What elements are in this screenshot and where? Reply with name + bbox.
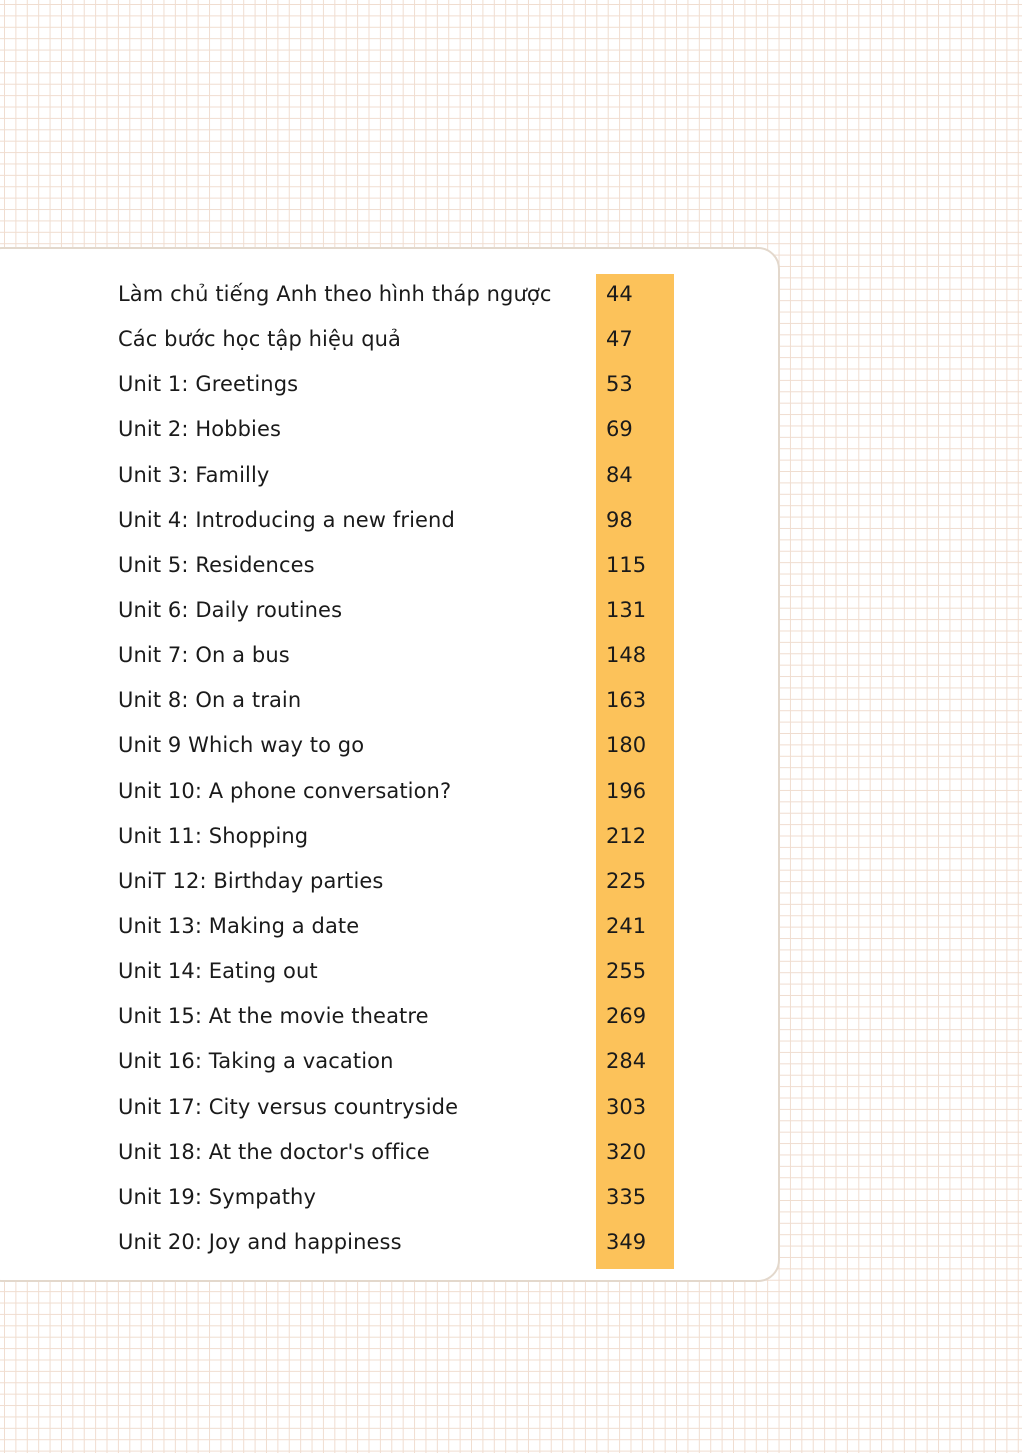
toc-entry-page: 47 <box>606 327 633 352</box>
toc-entry-title: Unit 5: Residences <box>118 552 315 577</box>
toc-entry-title: Unit 16: Taking a vacation <box>118 1049 394 1074</box>
toc-entry-page: 196 <box>606 778 647 803</box>
toc-entry-page: 349 <box>606 1229 647 1254</box>
toc-entry-title: Unit 6: Daily routines <box>118 597 343 622</box>
toc-entry-page: 131 <box>606 597 647 622</box>
toc-entry[interactable] <box>118 502 678 547</box>
toc-entry-page: 335 <box>606 1184 647 1209</box>
toc-entry[interactable] <box>118 637 678 682</box>
toc-entry[interactable] <box>118 1179 678 1224</box>
toc-entry-page: 44 <box>606 282 633 306</box>
toc-entry-title: Unit 17: City versus countryside <box>118 1094 459 1119</box>
toc-entry-page: 269 <box>606 1004 647 1029</box>
toc-entry-page: 284 <box>606 1049 647 1074</box>
table-of-contents <box>118 276 678 1269</box>
toc-entry-page: 320 <box>606 1139 647 1164</box>
toc-entry-page: 69 <box>606 417 633 442</box>
toc-entry[interactable] <box>118 727 678 772</box>
toc-entry[interactable] <box>118 411 678 456</box>
toc-entry-title: Unit 19: Sympathy <box>118 1184 316 1209</box>
toc-entry[interactable] <box>118 953 678 998</box>
toc-entry-title: Unit 13: Making a date <box>118 913 360 938</box>
toc-entry[interactable] <box>118 592 678 637</box>
toc-entry-title: Các bước học tập hiệu quả <box>118 327 402 352</box>
toc-entry-title: Unit 4: Introducing a new friend <box>118 507 455 532</box>
toc-entry[interactable] <box>118 998 678 1043</box>
toc-entry[interactable] <box>118 457 678 502</box>
toc-entry[interactable] <box>118 863 678 908</box>
toc-entry-title: Unit 3: Familly <box>118 462 270 487</box>
toc-entry[interactable] <box>118 276 678 321</box>
toc-entry-title: Unit 7: On a bus <box>118 643 290 668</box>
toc-entry[interactable] <box>118 366 678 411</box>
toc-entry[interactable] <box>118 1089 678 1134</box>
toc-entry-page: 53 <box>606 372 633 397</box>
toc-entry-title: Unit 2: Hobbies <box>118 417 282 442</box>
toc-entry-title: Unit 10: A phone conversation? <box>118 778 452 803</box>
toc-entry-title: Unit 11: Shopping <box>118 823 309 848</box>
toc-entry-page: 255 <box>606 959 647 984</box>
toc-entry-page: 98 <box>606 507 633 532</box>
toc-entry-title: Unit 8: On a train <box>118 688 302 713</box>
toc-entry-page: 225 <box>606 868 647 893</box>
toc-entry-page: 241 <box>606 913 647 938</box>
toc-entry[interactable] <box>118 1043 678 1088</box>
toc-entry-page: 180 <box>606 733 647 758</box>
toc-entry-title: Unit 20: Joy and happiness <box>118 1229 402 1254</box>
toc-entry-title: Unit 15: At the movie theatre <box>118 1004 429 1029</box>
toc-entry[interactable] <box>118 1134 678 1179</box>
toc-entry-page: 84 <box>606 462 633 487</box>
toc-entry[interactable] <box>118 818 678 863</box>
toc-entry[interactable] <box>118 1224 678 1269</box>
toc-entry-title: Unit 18: At the doctor's office <box>118 1139 430 1164</box>
toc-entry[interactable] <box>118 908 678 953</box>
toc-entry[interactable] <box>118 773 678 818</box>
toc-entry-page: 148 <box>606 643 647 668</box>
toc-entry[interactable] <box>118 682 678 727</box>
toc-entry[interactable] <box>118 321 678 366</box>
toc-entry-title: Làm chủ tiếng Anh theo hình tháp ngược <box>118 282 552 306</box>
toc-entry-title: UniT 12: Birthday parties <box>118 868 384 893</box>
toc-entry-title: Unit 14: Eating out <box>118 959 318 984</box>
toc-entry-page: 115 <box>606 552 647 577</box>
toc-entry-page: 212 <box>606 823 647 848</box>
toc-entry-page: 163 <box>606 688 647 713</box>
toc-entry-page: 303 <box>606 1094 647 1119</box>
toc-entry-title: Unit 1: Greetings <box>118 372 299 397</box>
toc-entry[interactable] <box>118 547 678 592</box>
toc-entry-title: Unit 9 Which way to go <box>118 733 365 758</box>
